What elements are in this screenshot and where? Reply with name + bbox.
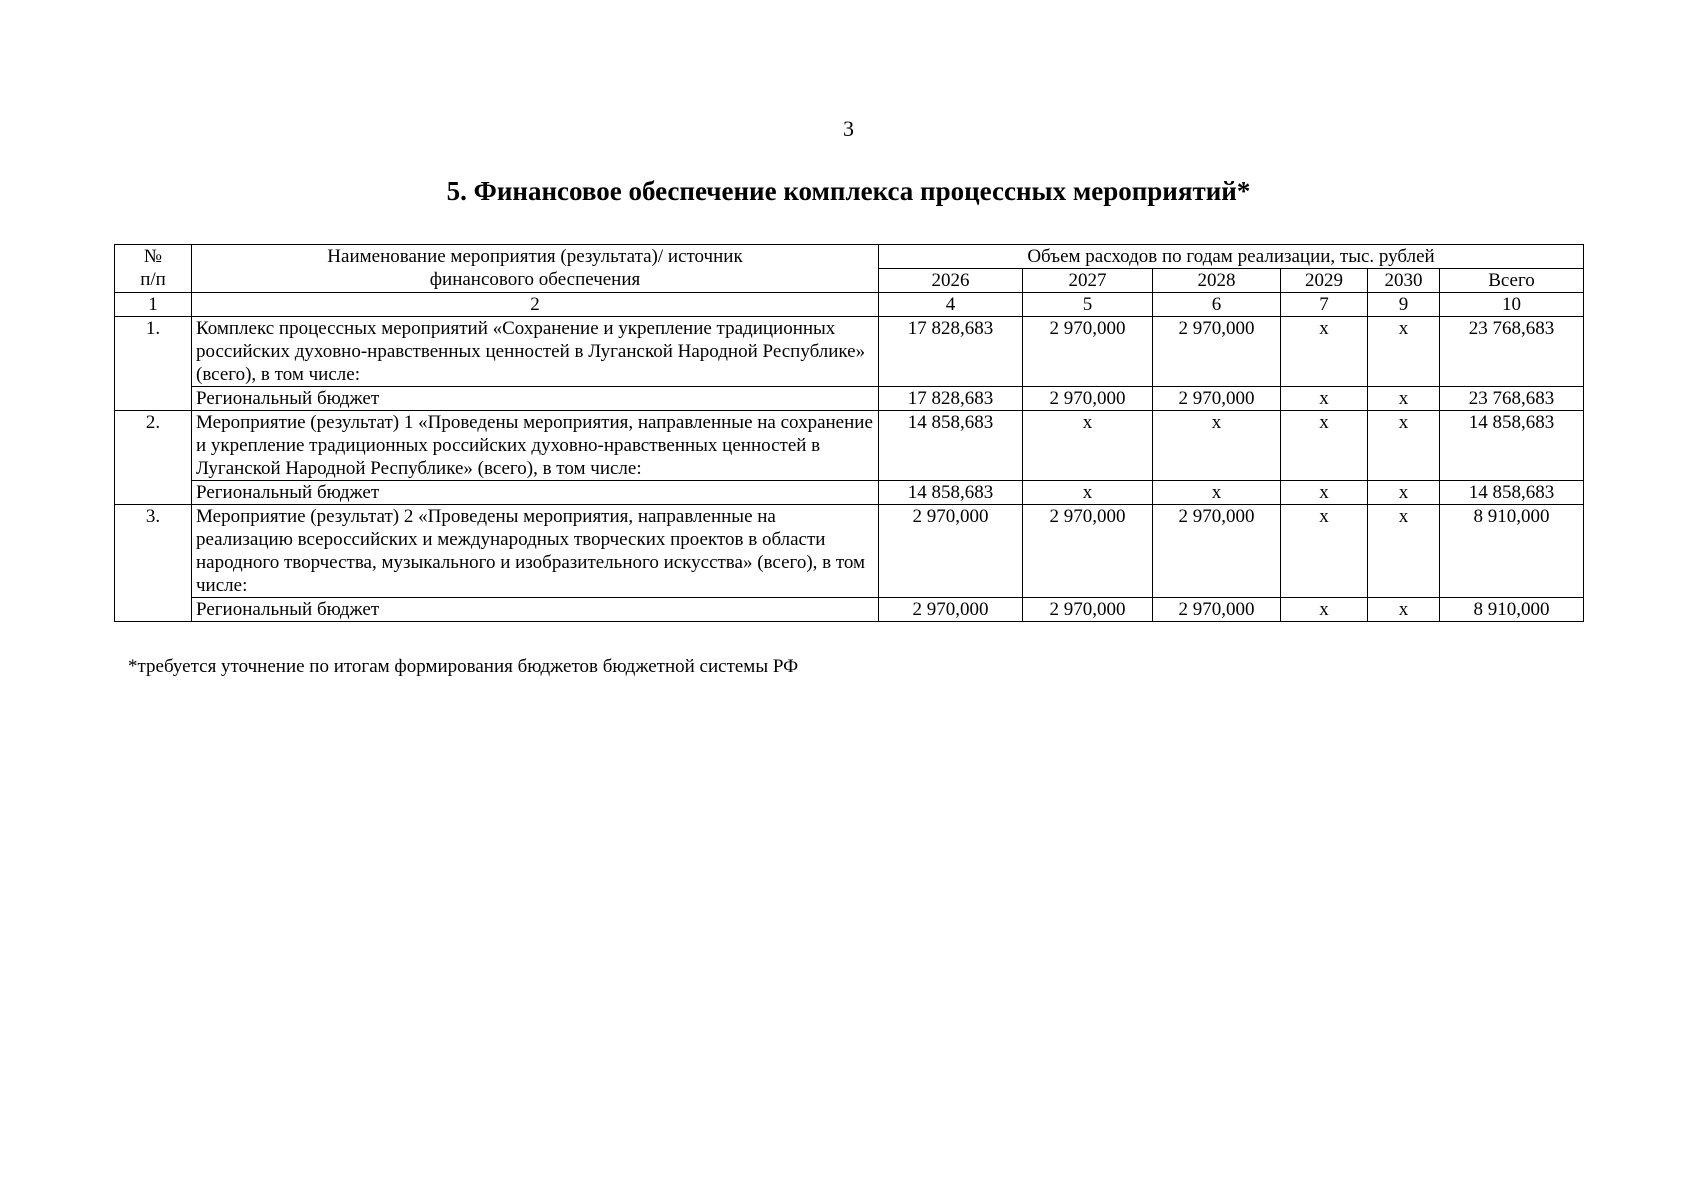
value-cell: x bbox=[1368, 387, 1440, 411]
value-cell: 2 970,000 bbox=[1023, 505, 1153, 598]
subrow-name: Региональный бюджет bbox=[192, 481, 879, 505]
table-row bbox=[115, 411, 1584, 481]
footnote: *требуется уточнение по итогам формирования бюджетов бюджетной системы РФ bbox=[128, 656, 799, 677]
value-cell: x bbox=[1368, 598, 1440, 622]
table-subrow bbox=[115, 481, 1584, 505]
column-index-cell: 1 bbox=[115, 293, 192, 317]
year-header-2028: 2028 bbox=[1153, 269, 1281, 293]
total-cell: 14 858,683 bbox=[1440, 481, 1584, 505]
subrow-name: Региональный бюджет bbox=[192, 598, 879, 622]
total-cell: 8 910,000 bbox=[1440, 505, 1584, 598]
value-cell: 2 970,000 bbox=[1023, 317, 1153, 387]
total-cell: 23 768,683 bbox=[1440, 387, 1584, 411]
value-cell: x bbox=[1153, 411, 1281, 481]
value-cell: x bbox=[1281, 387, 1368, 411]
row-name: Мероприятие (результат) 2 «Проведены мероприятия, направленные на реализацию всероссийских и международных творческих проектов в области народного творчества, музыкального и изобразительного искусства» (всего), в том числе: bbox=[192, 505, 879, 598]
year-header-2029: 2029 bbox=[1281, 269, 1368, 293]
row-number: 2. bbox=[115, 411, 192, 505]
value-cell: 2 970,000 bbox=[879, 598, 1023, 622]
total-cell: 23 768,683 bbox=[1440, 317, 1584, 387]
num-header-line2: п/п bbox=[140, 269, 166, 290]
value-cell: x bbox=[1368, 505, 1440, 598]
column-index-cell: 7 bbox=[1281, 293, 1368, 317]
value-cell: x bbox=[1368, 481, 1440, 505]
total-header: Всего bbox=[1440, 269, 1584, 293]
value-cell: 2 970,000 bbox=[879, 505, 1023, 598]
column-index-cell: 4 bbox=[879, 293, 1023, 317]
num-header-line1: № bbox=[143, 246, 163, 267]
column-index-cell: 10 bbox=[1440, 293, 1584, 317]
column-index-cell: 9 bbox=[1368, 293, 1440, 317]
header-row bbox=[115, 245, 1584, 269]
value-cell: x bbox=[1281, 598, 1368, 622]
table-row bbox=[115, 317, 1584, 387]
value-cell: x bbox=[1153, 481, 1281, 505]
total-cell: 8 910,000 bbox=[1440, 598, 1584, 622]
num-header-cell bbox=[115, 245, 192, 293]
table-subrow bbox=[115, 387, 1584, 411]
value-cell: x bbox=[1023, 481, 1153, 505]
name-header-line1: Наименование мероприятия (результата)/ источник bbox=[327, 246, 743, 267]
value-cell: 17 828,683 bbox=[879, 387, 1023, 411]
value-cell: 2 970,000 bbox=[1153, 598, 1281, 622]
row-number: 1. bbox=[115, 317, 192, 411]
year-header-2030: 2030 bbox=[1368, 269, 1440, 293]
year-header-2026: 2026 bbox=[879, 269, 1023, 293]
column-index-cell: 5 bbox=[1023, 293, 1153, 317]
subrow-name: Региональный бюджет bbox=[192, 387, 879, 411]
value-cell: x bbox=[1368, 411, 1440, 481]
value-cell: 2 970,000 bbox=[1023, 387, 1153, 411]
row-name: Комплекс процессных мероприятий «Сохранение и укрепление традиционных российских духовно-нравственных ценностей в Луганской Народной Республике» (всего), в том числе: bbox=[192, 317, 879, 387]
value-cell: x bbox=[1281, 505, 1368, 598]
column-index-cell: 2 bbox=[192, 293, 879, 317]
value-cell: x bbox=[1368, 317, 1440, 387]
value-cell: 14 858,683 bbox=[879, 411, 1023, 481]
name-header-line2: финансового обеспечения bbox=[429, 269, 641, 290]
value-cell: 2 970,000 bbox=[1023, 598, 1153, 622]
table-row bbox=[115, 505, 1584, 598]
value-cell: x bbox=[1281, 411, 1368, 481]
year-header-2027: 2027 bbox=[1023, 269, 1153, 293]
value-cell: 2 970,000 bbox=[1153, 505, 1281, 598]
row-number: 3. bbox=[115, 505, 192, 622]
value-cell: x bbox=[1023, 411, 1153, 481]
value-cell: 2 970,000 bbox=[1153, 317, 1281, 387]
name-header-cell bbox=[192, 245, 879, 293]
column-index-row bbox=[115, 293, 1584, 317]
value-cell: x bbox=[1281, 317, 1368, 387]
page-number: 3 bbox=[843, 116, 854, 141]
row-name: Мероприятие (результат) 1 «Проведены мероприятия, направленные на сохранение и укрепление традиционных российских духовно-нравственных ценностей в Луганской Народной Республике» (всего), в том числе: bbox=[192, 411, 879, 481]
table-subrow bbox=[115, 598, 1584, 622]
value-cell: 2 970,000 bbox=[1153, 387, 1281, 411]
value-cell: x bbox=[1281, 481, 1368, 505]
document-title: 5. Финансовое обеспечение комплекса процессных мероприятий* bbox=[446, 176, 1251, 206]
value-cell: 17 828,683 bbox=[879, 317, 1023, 387]
column-index-cell: 6 bbox=[1153, 293, 1281, 317]
total-cell: 14 858,683 bbox=[1440, 411, 1584, 481]
volume-header-cell: Объем расходов по годам реализации, тыс. рублей bbox=[879, 245, 1584, 269]
value-cell: 14 858,683 bbox=[879, 481, 1023, 505]
financing-table bbox=[114, 244, 1584, 622]
